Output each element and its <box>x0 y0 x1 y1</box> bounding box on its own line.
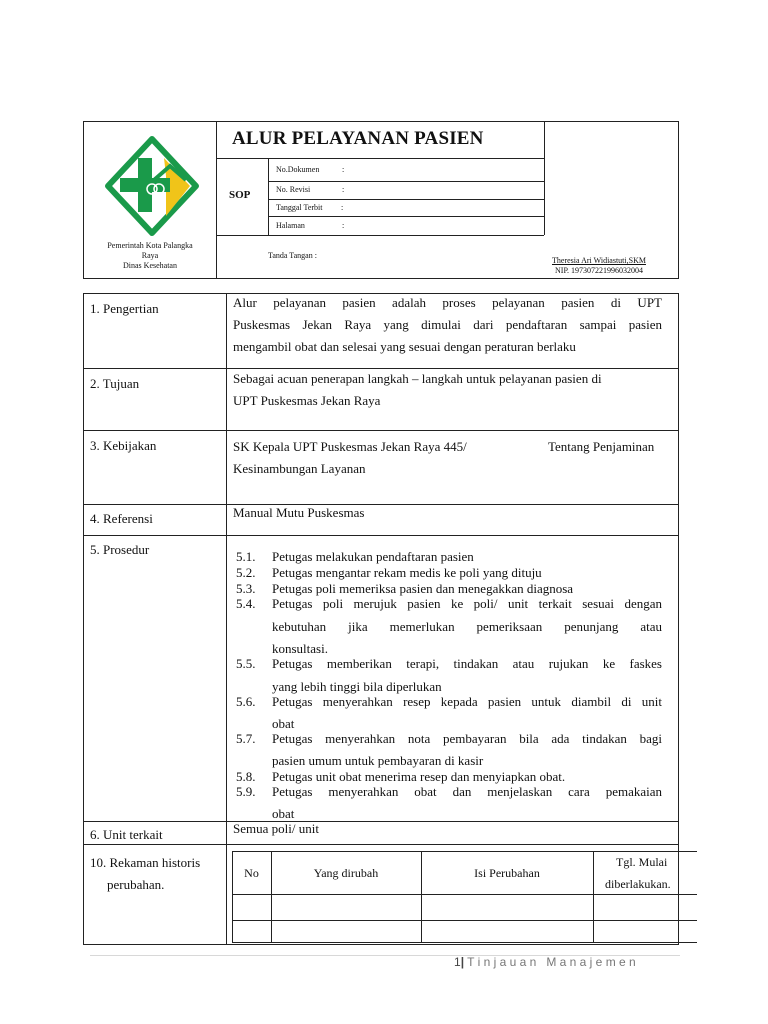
step-number: 5.5. <box>236 656 256 671</box>
signer-name: Theresia Ari Widiastuti,SKM <box>552 256 646 265</box>
org-line-3: Dinas Kesehatan <box>123 261 177 270</box>
field-tanggal-terbit: Tanggal Terbit <box>276 203 323 212</box>
kebijakan-label: 3. Kebijakan <box>90 438 157 453</box>
history-col-tgl-mulai: Tgl. Mulai <box>616 855 668 869</box>
kebijakan-line-1-left: SK Kepala UPT Puskesmas Jekan Raya 445/ <box>233 439 467 454</box>
step-text: Petugas unit obat menerima resep dan menyiapkan obat. <box>272 769 566 784</box>
referensi-text: Manual Mutu Puskesmas <box>233 505 365 520</box>
pengertian-line-3: mengambil obat dan selesai yang sesuai dengan peraturan berlaku <box>233 339 576 354</box>
history-col-yang-dirubah: Yang dirubah <box>313 866 379 880</box>
referensi-label: 4. Referensi <box>90 511 153 526</box>
rekaman-label-line-2: perubahan. <box>107 877 165 892</box>
tujuan-line-1: Sebagai acuan penerapan langkah – langkah untuk pelayanan pasien di <box>233 371 602 386</box>
puskesmas-logo-icon <box>104 136 200 236</box>
step-number: 5.9. <box>236 784 256 799</box>
pengertian-label: 1. Pengertian <box>90 301 159 316</box>
step-text: Petugas menyerahkan obat dan menjelaskan cara pemakaian <box>272 784 662 799</box>
field-no-revisi: No. Revisi <box>276 185 311 194</box>
signer-nip: NIP. 197307221996032004 <box>555 266 644 275</box>
page-title: ALUR PELAYANAN PASIEN <box>232 128 484 149</box>
org-line-1: Pemerintah Kota Palangka <box>107 241 193 250</box>
footer-title: T i n j a u a n M a n a j e m e n <box>467 955 636 969</box>
kebijakan-line-2: Kesinambungan Layanan <box>233 461 366 476</box>
unit-terkait-label: 6. Unit terkait <box>90 827 163 842</box>
step-text: Petugas poli memeriksa pasien dan menegakkan diagnosa <box>272 581 574 596</box>
step-continuation: yang lebih tinggi bila diperlukan <box>272 679 442 694</box>
step-continuation: obat <box>272 716 295 731</box>
step-continuation: kebutuhan jika memerlukan pemeriksaan penunjang atau <box>272 619 662 634</box>
step-text: Petugas menyerahkan resep kepada pasien untuk diambil di unit <box>272 694 662 709</box>
pengertian-line-1: Alur pelayanan pasien adalah proses pelayanan pasien di UPT <box>233 295 662 310</box>
step-number: 5.3. <box>236 581 256 596</box>
field-no-revisi-sep: : <box>342 185 345 194</box>
step-number: 5.4. <box>236 596 256 611</box>
step-text: Petugas memberikan terapi, tindakan atau rujukan ke faskes <box>272 656 662 671</box>
kebijakan-line-1-right: Tentang Penjaminan <box>548 439 655 454</box>
field-no-dokumen-sep: : <box>342 165 345 174</box>
step-continuation: obat <box>272 806 295 821</box>
step-text: Petugas melakukan pendaftaran pasien <box>272 549 474 564</box>
unit-terkait-text: Semua poli/ unit <box>233 821 319 836</box>
history-col-no: No <box>244 866 259 880</box>
pengertian-line-2: Puskesmas Jekan Raya yang dimulai dari pendaftaran sampai pasien <box>233 317 662 332</box>
sop-label: SOP <box>229 189 251 201</box>
footer-page-number: 1 <box>454 955 461 969</box>
step-text: Petugas mengantar rekam medis ke poli yang dituju <box>272 565 542 580</box>
footer-separator: | <box>460 955 465 969</box>
field-tanggal-terbit-sep: : <box>341 203 344 212</box>
step-number: 5.7. <box>236 731 256 746</box>
tujuan-label: 2. Tujuan <box>90 376 140 391</box>
field-no-dokumen: No.Dokumen <box>276 165 320 174</box>
history-col-diberlakukan: diberlakukan. <box>605 877 671 891</box>
step-text: Petugas poli merujuk pasien ke poli/ unit terkait sesuai dengan <box>272 596 662 611</box>
prosedur-label: 5. Prosedur <box>90 542 150 557</box>
step-number: 5.2. <box>236 565 256 580</box>
step-text: Petugas menyerahkan nota pembayaran bila ada tindakan bagi <box>272 731 662 746</box>
history-col-isi-perubahan: Isi Perubahan <box>474 866 540 880</box>
step-number: 5.6. <box>236 694 256 709</box>
tujuan-line-2: UPT Puskesmas Jekan Raya <box>233 393 381 408</box>
step-number: 5.1. <box>236 549 256 564</box>
rekaman-label-line-1: 10. Rekaman historis <box>90 855 201 870</box>
org-line-2: Raya <box>141 251 159 260</box>
step-number: 5.8. <box>236 769 256 784</box>
step-continuation: pasien umum untuk pembayaran di kasir <box>272 753 484 768</box>
field-halaman-sep: : <box>342 221 345 230</box>
tanda-tangan-label: Tanda Tangan : <box>268 251 317 260</box>
step-continuation: konsultasi. <box>272 641 328 656</box>
field-halaman: Halaman <box>276 221 305 230</box>
